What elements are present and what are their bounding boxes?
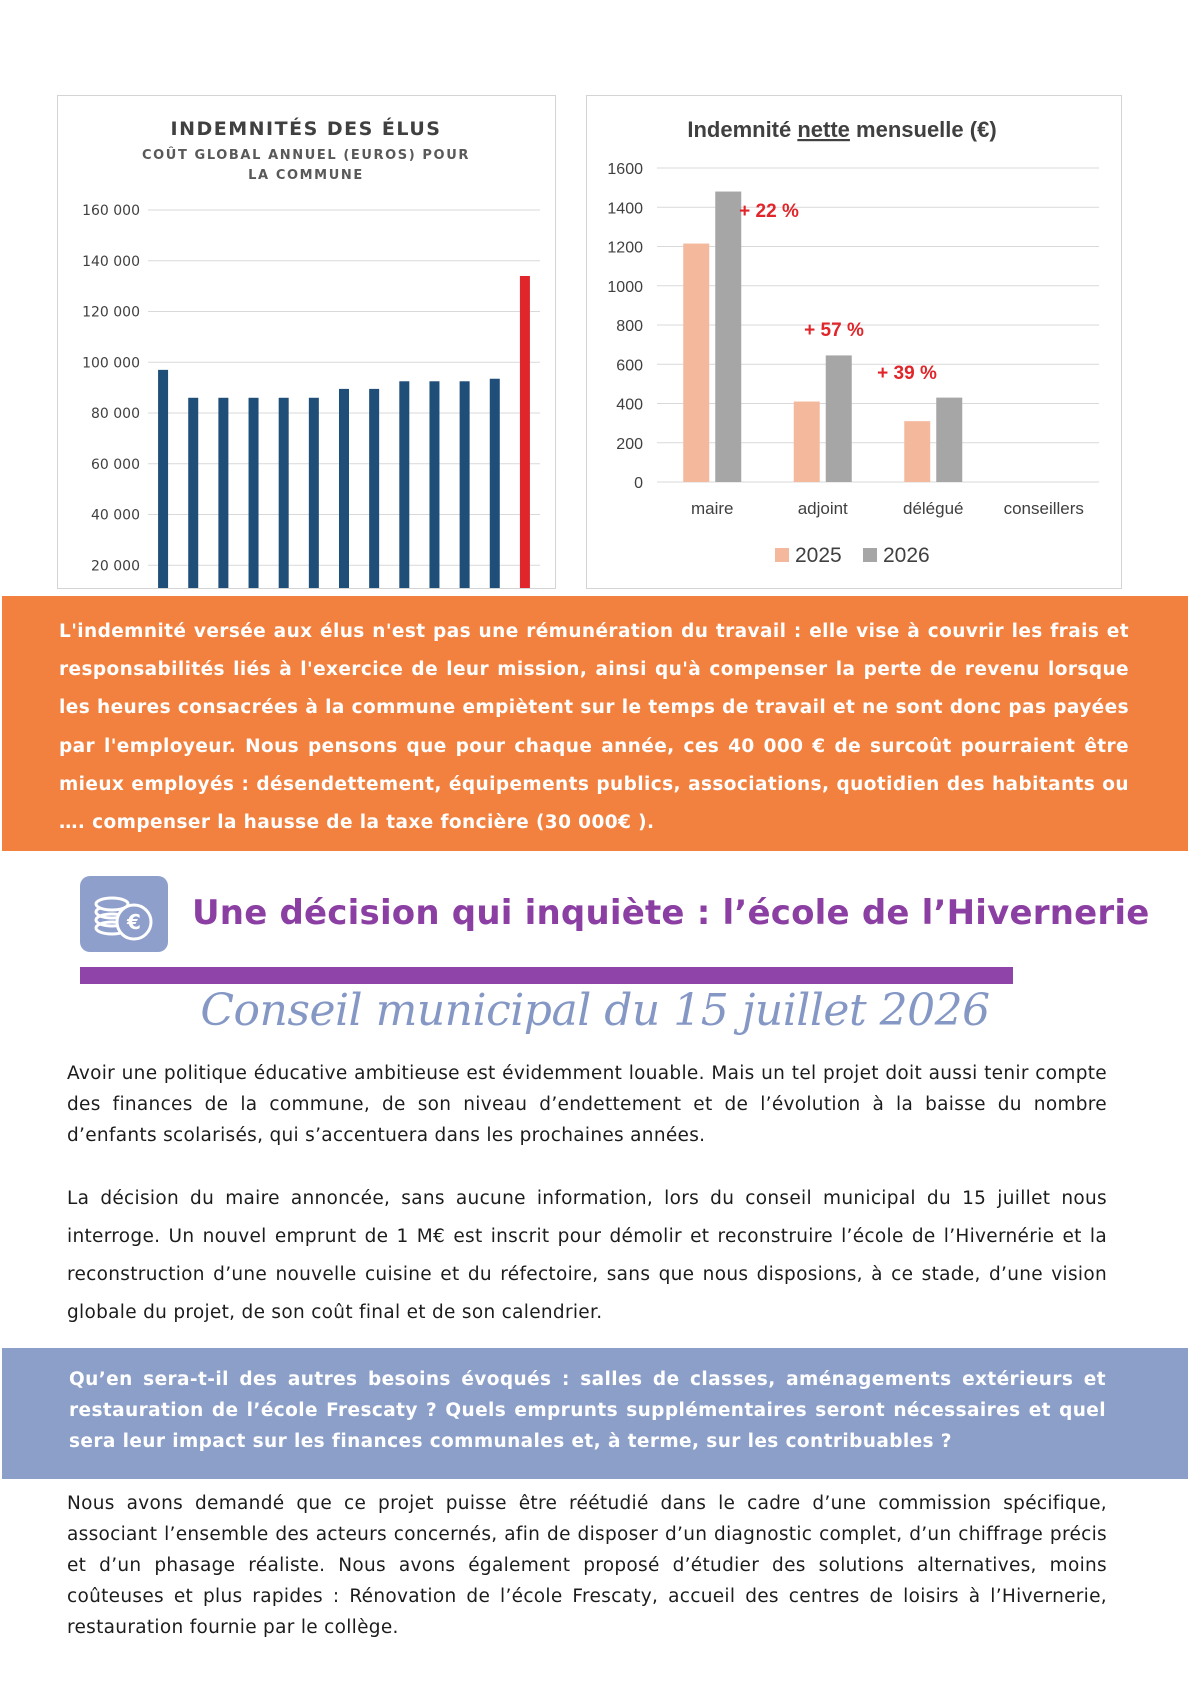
svg-text:€: €	[127, 910, 141, 934]
paragraph-commission-request: Nous avons demandé que ce projet puisse être réétudié dans le cadre d’une commission spécifique, associant l’ensemble des acteurs concernés, afin de disposer d’un diagnostic complet, d’un chiffrage précis et d’un phasage réaliste. Nous avons également proposé d’étudier des solutions alternatives, moins coûteuses et plus rapides : Rénovation de l’école Frescaty, accueil des centres de loisirs à l’Hivernerie, restauration fournie par le collège.	[67, 1493, 1107, 1638]
bar-2015	[188, 398, 198, 588]
chart-subtitle-line-2: LA COMMUNE	[248, 168, 364, 183]
bar-2016	[218, 398, 228, 588]
meeting-subtitle: Conseil municipal du 15 juillet 2026	[200, 985, 990, 1036]
chart-title: INDEMNITÉS DES ÉLUS	[170, 118, 442, 140]
y-tick-label: 60 000	[91, 456, 140, 473]
y-tick-label: 40 000	[91, 507, 140, 524]
x-tick-label: délégué	[902, 499, 964, 518]
y-tick-label: 600	[616, 357, 643, 375]
change-annotation: + 39 %	[877, 363, 937, 384]
y-tick-label: 140 000	[82, 253, 140, 270]
y-tick-label: 160 000	[82, 203, 140, 219]
section-title: Une décision qui inquiète : l’école de l’Hivernerie	[192, 893, 1150, 933]
y-tick-label: 100 000	[82, 355, 140, 372]
annual-cost-chart	[57, 95, 556, 589]
chart-subtitle-line-1: COÛT GLOBAL ANNUEL (EUROS) POUR	[142, 148, 470, 163]
questions-box	[2, 1348, 1188, 1479]
bar-maire-2026	[715, 192, 741, 482]
x-tick-label: maire	[690, 499, 734, 518]
y-tick-label: 80 000	[91, 406, 140, 422]
bar-2024	[460, 381, 470, 588]
x-tick-label: adjoint	[797, 499, 848, 518]
y-tick-label: 1600	[607, 161, 643, 178]
legend-label-2025: 2025	[795, 544, 842, 567]
bar-2019	[309, 398, 319, 588]
bar-2018	[279, 398, 289, 588]
paragraph-mayor-decision: La décision du maire annoncée, sans aucune information, lors du conseil municipal du 15 juillet nous interroge. Un nouvel emprunt de 1 M€ est inscrit pour démolir et reconstruire l’école de l’Hivernérie et la reconstruction d’une nouvelle cuisine et du réfectoire, sans que nous disposions, à ce stade, d’une vision globale du projet, de son coût final et de son calendrier.	[67, 1188, 1107, 1323]
y-tick-label: 200	[616, 435, 643, 453]
legend-swatch-2025	[775, 548, 789, 562]
bar-délégué-2026	[936, 398, 962, 482]
y-tick-label: 0	[634, 475, 643, 492]
bar-2021	[369, 389, 379, 588]
y-tick-label: 1400	[607, 200, 643, 218]
bar-adjoint-2026	[826, 355, 852, 482]
paragraph-education-policy: Avoir une politique éducative ambitieuse est évidemment louable. Mais un tel projet doit aussi tenir compte des finances de la commune, de son niveau d’endettement et de l’évolution à la baisse du nombre d’enfants scolarisés, qui s’accentuera dans les prochaines années.	[67, 1063, 1107, 1146]
y-tick-label: 400	[616, 396, 643, 414]
y-tick-label: 20 000	[91, 558, 140, 575]
bar-2014	[158, 370, 168, 588]
monthly-indemnity-chart-svg	[587, 96, 1121, 588]
indemnity-explanation-text: L'indemnité versée aux élus n'est pas une rémunération du travail : elle vise à couvrir les frais et responsabilités liés à l'exercice de leur mission, ainsi qu'à compenser la perte de revenu lorsque les heures consacrées à la commune empiètent sur le temps de travail et ne sont donc pas payées par l'employeur. Nous pensons que pour chaque année, ces 40 000 € de surcoût pourraient être mieux employés : désendettement, équipements publics, associations, quotidien des habitants ou …. compenser la hausse de la taxe foncière (30 000€ ).	[59, 621, 1129, 834]
section-divider	[80, 967, 1013, 984]
legend-label-2026: 2026	[883, 544, 930, 567]
y-tick-label: 120 000	[82, 304, 140, 321]
bar-2026	[520, 276, 530, 588]
bar-2022	[399, 381, 409, 588]
bar-2023	[429, 381, 439, 588]
annual-cost-chart-svg	[58, 96, 555, 588]
questions-text: Qu’en sera-t-il des autres besoins évoqués : salles de classes, aménagements extérieurs et restauration de l’école Frescaty ? Quels emprunts supplémentaires seront nécessaires et quel sera leur impact sur les finances communales et, à terme, sur les contribuables ?	[69, 1369, 1106, 1452]
bar-2025	[490, 379, 500, 588]
y-tick-label: 1000	[607, 278, 643, 296]
change-annotation: + 22 %	[739, 201, 799, 222]
chart-title-part-2: nette	[797, 117, 850, 142]
legend-swatch-2026	[863, 548, 877, 562]
chart-title-part-3: mensuelle (€)	[849, 117, 997, 142]
change-annotation: + 57 %	[804, 320, 864, 341]
indemnity-explanation-box	[2, 596, 1188, 851]
y-tick-label: 1200	[607, 239, 643, 257]
bar-délégué-2025	[904, 421, 930, 482]
bar-adjoint-2025	[794, 402, 820, 482]
bar-maire-2025	[683, 244, 709, 482]
monthly-indemnity-chart	[586, 95, 1122, 589]
y-tick-label: 800	[616, 318, 643, 335]
x-tick-label: conseillers	[1003, 499, 1084, 518]
coins-euro-icon	[80, 876, 168, 952]
chart-title	[687, 117, 996, 142]
bar-2017	[249, 398, 259, 588]
chart-title-part-1: Indemnité	[687, 117, 798, 142]
bar-2020	[339, 389, 349, 588]
